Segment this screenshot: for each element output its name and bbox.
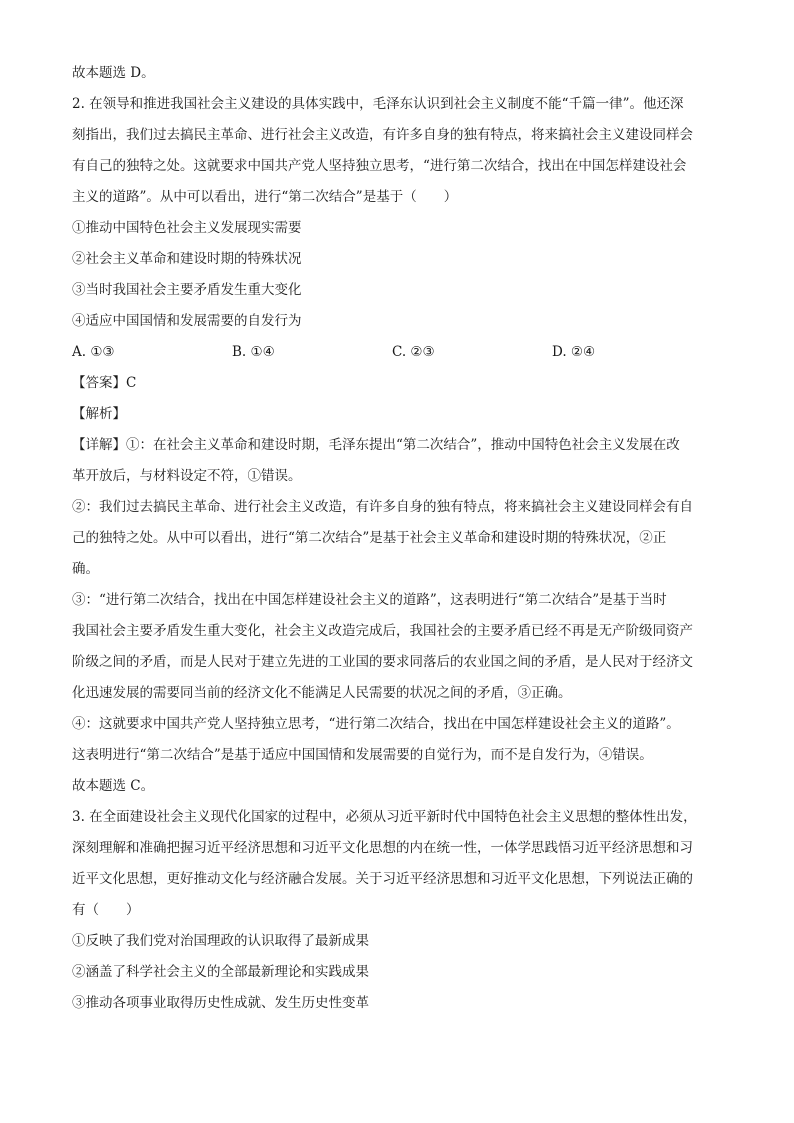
q2-analysis-line: 这表明进行“第二次结合”是基于适应中国国情和发展需要的自觉行为，而不是自发行为，④错误。	[72, 747, 653, 763]
q3-stem-line: 3. 在全面建设社会主义现代化国家的过程中，必须从习近平新时代中国特色社会主义思想的整体性出发，	[72, 809, 697, 825]
q2-analysis-line: 革开放后，与材料设定不符，①错误。	[72, 468, 302, 484]
q2-statement: ②社会主义革命和建设时期的特殊状况	[72, 251, 302, 267]
q3-statement: ③推动各项事业取得历史性成就、发生历史性变革	[72, 995, 369, 1011]
q2-statement: ①推动中国特色社会主义发展现实需要	[72, 220, 302, 236]
q2-statement: ③当时我国社会主要矛盾发生重大变化	[72, 282, 302, 298]
q2-stem-line: 2. 在领导和推进我国社会主义建设的具体实践中，毛泽东认识到社会主义制度不能“千篇一律”。他还深	[72, 96, 684, 112]
q3-stem-line: 近平文化思想，更好推动文化与经济融合发展。关于习近平经济思想和习近平文化思想，下列说法正确的	[72, 871, 693, 887]
q3-stem-line: 深刻理解和准确把握习近平经济思想和习近平文化思想的内在统一性，一体学思践悟习近平经济思想和习	[72, 840, 693, 856]
q2-answer: 【答案】C	[72, 375, 137, 391]
document-page	[72, 58, 722, 1019]
q2-analysis-line: 我国社会主要矛盾发生重大变化，社会主义改造完成后，我国社会的主要矛盾已经不再是无产阶级同资产	[72, 623, 693, 639]
q2-analysis-label: 【解析】	[72, 406, 126, 422]
q2-option-b: B. ①④	[232, 344, 275, 360]
previous-conclusion: 故本题选 D。	[72, 65, 155, 81]
q2-analysis-line: 化迅速发展的需要同当前的经济文化不能满足人民需要的状况之间的矛盾，③正确。	[72, 685, 572, 701]
question-2	[72, 89, 722, 802]
q2-options	[72, 337, 712, 368]
q2-analysis-line: 确。	[72, 561, 99, 577]
q2-option-c: C. ②③	[392, 344, 435, 360]
q2-analysis-line: ②：我们过去搞民主革命、进行社会主义改造，有许多自身的独有特点，将来搞社会主义建设同样会有自	[72, 499, 693, 515]
q2-option-d: D. ②④	[552, 344, 596, 360]
q2-option-a: A. ①③	[72, 344, 115, 360]
q3-statement: ①反映了我们党对治国理政的认识取得了最新成果	[72, 933, 369, 949]
q2-conclusion: 故本题选 C。	[72, 778, 155, 794]
q2-analysis-line: 己的独特之处。从中可以看出，进行“第二次结合”是基于社会主义革命和建设时期的特殊状况，②正	[72, 530, 667, 546]
q2-statement: ④适应中国国情和发展需要的自发行为	[72, 313, 302, 329]
q2-stem-line: 主义的道路”。从中可以看出，进行“第二次结合”是基于（ ）	[72, 189, 458, 205]
q3-stem-line: 有（ ）	[72, 902, 140, 918]
q2-stem-line: 有自己的独特之处。这就要求中国共产党人坚持独立思考，“进行第二次结合，找出在中国怎样建设社会	[72, 158, 687, 174]
q2-analysis-line: ④：这就要求中国共产党人坚持独立思考，“进行第二次结合，找出在中国怎样建设社会主义的道路”。	[72, 716, 680, 732]
q2-analysis-line: 【详解】①：在社会主义革命和建设时期，毛泽东提出“第二次结合”，推动中国特色社会主义发展在改	[72, 437, 680, 453]
q2-stem-line: 刻指出，我们过去搞民主革命、进行社会主义改造，有许多自身的独有特点，将来搞社会主义建设同样会	[72, 127, 693, 143]
q2-analysis-line: ③：“进行第二次结合，找出在中国怎样建设社会主义的道路”，这表明进行“第二次结合”是基于当时	[72, 592, 667, 608]
question-3	[72, 802, 722, 1019]
q3-statement: ②涵盖了科学社会主义的全部最新理论和实践成果	[72, 964, 369, 980]
q2-analysis-line: 阶级之间的矛盾，而是人民对于建立先进的工业国的要求同落后的农业国之间的矛盾，是人民对于经济文	[72, 654, 693, 670]
